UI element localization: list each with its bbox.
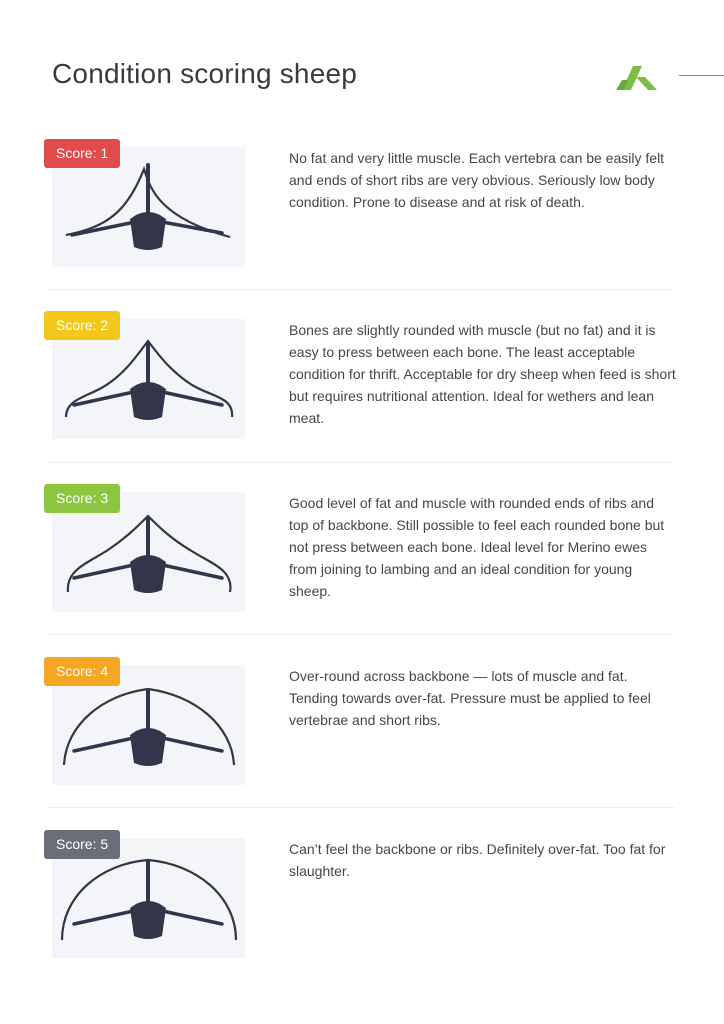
score-description: Can’t feel the backbone or ribs. Definitely over-fat. Too fat for slaughter. — [289, 841, 666, 879]
page-title: Condition scoring sheep — [52, 58, 358, 89]
score-description: No fat and very little muscle. Each vertebra can be easily felt and ends of short ribs are very obvious. Seriously low body condition. Prone to disease and at risk of death. — [289, 150, 665, 210]
row-divider — [48, 289, 674, 290]
row-divider — [48, 807, 674, 808]
score-badge: Score: 3 — [44, 484, 120, 513]
row-divider — [48, 462, 674, 463]
score-row-4 — [40, 657, 674, 817]
score-description: Good level of fat and muscle with rounded ends of ribs and top of backbone. Still possible to feel each rounded bone but not press between each bone. Ideal level for Merino ewes from joining to lambing and an ideal condition for young sheep. — [289, 495, 665, 599]
row-divider — [48, 634, 674, 635]
score-row-1 — [40, 139, 674, 299]
score-row-5 — [40, 830, 674, 990]
score-badge: Score: 5 — [44, 830, 120, 859]
score-badge: Score: 2 — [44, 311, 120, 340]
score-description: Bones are slightly rounded with muscle (but no fat) and it is easy to press between each bone. The least acceptable condition for thrift. Acceptable for dry sheep when feed is short but requires nutritional attention. Ideal for wethers and lean meat. — [289, 322, 676, 426]
header-rule — [679, 75, 724, 76]
score-row-3 — [40, 484, 674, 644]
score-description: Over-round across backbone — lots of muscle and fat. Tending towards over-fat. Pressure must be applied to feel vertebrae and short ribs. — [289, 668, 651, 728]
brand-logo-icon — [614, 63, 660, 93]
score-badge: Score: 1 — [44, 139, 120, 168]
score-row-2 — [40, 311, 674, 471]
score-badge: Score: 4 — [44, 657, 120, 686]
